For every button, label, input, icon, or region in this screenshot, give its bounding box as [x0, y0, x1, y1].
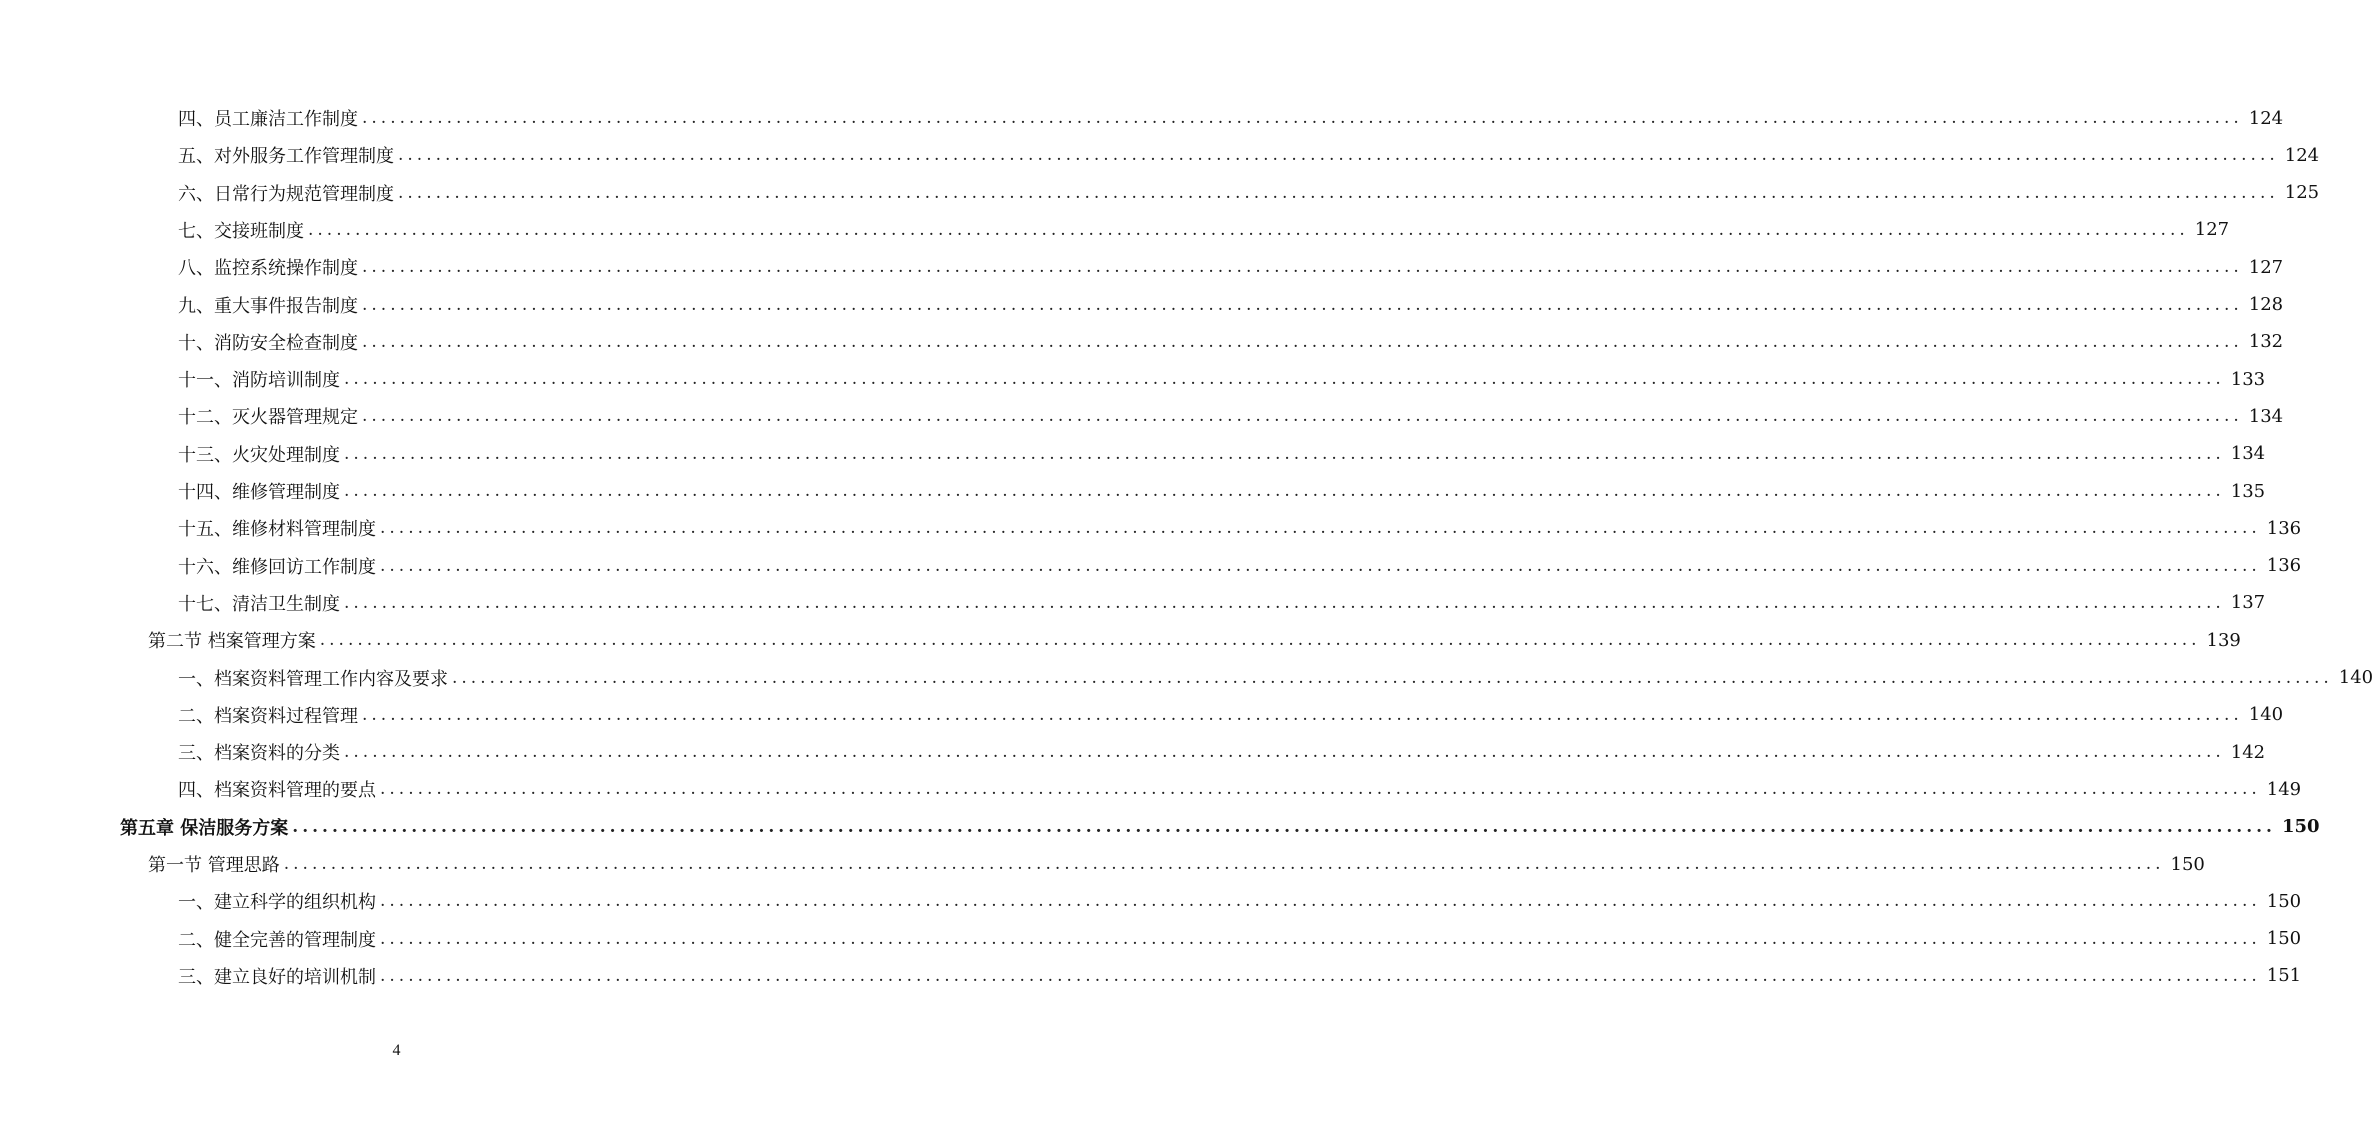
- toc-entry-title: 第二节 档案管理方案: [148, 631, 316, 653]
- toc-entry-title: 十七、清洁卫生制度: [178, 593, 340, 615]
- toc-entry-title: 四、员工廉洁工作制度: [178, 109, 358, 130]
- toc-entry-title: 第五章 保洁服务方案: [120, 817, 289, 839]
- toc-entry-page: 128: [2248, 294, 2284, 315]
- toc-entry[interactable]: [178, 774, 2302, 804]
- toc-entry[interactable]: [178, 364, 2266, 394]
- toc-dot-leader: ........................................................................................................................................................................................................: [344, 481, 2225, 501]
- toc-entry-title: 三、档案资料的分类: [178, 743, 340, 765]
- toc-dot-leader: ........................................................................................................................................................................................................: [380, 518, 2261, 539]
- toc-dot-leader: ........................................................................................................................................................................................................: [362, 108, 2243, 128]
- toc-entry-page: 136: [2266, 555, 2302, 577]
- toc-entry[interactable]: [178, 178, 2320, 208]
- toc-dot-leader: ........................................................................................................................................................................................................: [319, 630, 2201, 651]
- toc-dot-leader: ........................................................................................................................................................................................................: [380, 779, 2261, 800]
- toc-entry[interactable]: [178, 961, 2302, 991]
- toc-entry-page: 133: [2230, 368, 2266, 390]
- toc-entry-title: 二、档案资料过程管理: [178, 705, 358, 727]
- toc-entry-title: 六、日常行为规范管理制度: [178, 183, 394, 205]
- toc-entry-page: 150: [2170, 853, 2205, 875]
- toc-entry-title: 十一、消防培训制度: [178, 370, 340, 392]
- page-number: 4: [392, 1042, 401, 1059]
- toc-entry[interactable]: [178, 700, 2284, 730]
- toc-entry[interactable]: [178, 476, 2266, 506]
- toc-entry[interactable]: [178, 103, 2284, 133]
- toc-entry-page: 150: [2266, 928, 2302, 950]
- toc-entry-title: 十四、维修管理制度: [178, 482, 340, 503]
- toc-entry-page: 139: [2206, 629, 2241, 651]
- toc-entry-page: 140: [2248, 704, 2284, 726]
- toc-dot-leader: ........................................................................................................................................................................................................: [344, 443, 2225, 464]
- toc-entry[interactable]: [178, 924, 2302, 954]
- toc-dot-leader: ........................................................................................................................................................................................................: [292, 816, 2276, 837]
- toc-entry-title: 四、档案资料管理的要点: [178, 780, 376, 802]
- toc-dot-leader: ........................................................................................................................................................................................................: [362, 704, 2243, 725]
- toc-entry[interactable]: [148, 625, 2241, 655]
- toc-entry-title: 八、监控系统操作制度: [178, 258, 358, 280]
- toc-entry-page: 134: [2248, 405, 2284, 427]
- toc-entry-title: 三、建立良好的培训机制: [178, 966, 376, 988]
- toc-entry[interactable]: [178, 513, 2302, 543]
- toc-entry-page: 136: [2266, 517, 2302, 539]
- toc-entry[interactable]: [148, 849, 2205, 879]
- toc-entry[interactable]: [178, 439, 2266, 469]
- toc-entry-title: 十五、维修材料管理制度: [178, 519, 376, 541]
- toc-dot-leader: ........................................................................................................................................................................................................: [362, 406, 2243, 427]
- toc-dot-leader: ........................................................................................................................................................................................................: [380, 965, 2261, 986]
- toc-entry-title: 十二、灭火器管理规定: [178, 407, 358, 429]
- toc-entry-title: 一、建立科学的组织机构: [178, 892, 376, 914]
- toc-entry-title: 第一节 管理思路: [148, 855, 280, 876]
- toc-dot-leader: ........................................................................................................................................................................................................: [380, 928, 2261, 949]
- toc-entry-page: 134: [2230, 443, 2266, 465]
- toc-entry[interactable]: [178, 588, 2266, 618]
- toc-entry[interactable]: [178, 886, 2302, 916]
- toc-entry-page: 140: [2338, 667, 2373, 688]
- toc-entry-title: 九、重大事件报告制度: [178, 295, 358, 317]
- toc-entry-title: 十三、火灾处理制度: [178, 444, 340, 466]
- toc-dot-leader: ........................................................................................................................................................................................................: [380, 555, 2261, 576]
- toc-entry-title: 七、交接班制度: [178, 220, 304, 242]
- toc-entry-page: 135: [2230, 480, 2266, 502]
- toc-entry-page: 150: [2266, 890, 2302, 912]
- toc-dot-leader: ........................................................................................................................................................................................................: [398, 145, 2279, 166]
- toc-entry[interactable]: [178, 215, 2230, 245]
- toc-dot-leader: ........................................................................................................................................................................................................: [362, 294, 2243, 315]
- toc-dot-leader: ........................................................................................................................................................................................................: [344, 592, 2225, 613]
- toc-entry[interactable]: [178, 252, 2284, 282]
- toc-dot-leader: ........................................................................................................................................................................................................: [380, 891, 2261, 912]
- toc-dot-leader: ........................................................................................................................................................................................................: [362, 331, 2243, 352]
- toc-entry-page: 149: [2266, 778, 2302, 800]
- toc-entry-page: 132: [2248, 331, 2284, 353]
- toc-dot-leader: ........................................................................................................................................................................................................: [452, 667, 2333, 688]
- toc-dot-leader: ........................................................................................................................................................................................................: [344, 742, 2225, 763]
- toc-entry-title: 十、消防安全检查制度: [178, 332, 358, 354]
- toc-entry-page: 125: [2284, 182, 2320, 204]
- toc-entry-page: 127: [2194, 219, 2230, 241]
- toc-entry-page: 124: [2248, 107, 2284, 129]
- toc-entry-page: 127: [2248, 256, 2284, 278]
- toc-entry-title: 二、健全完善的管理制度: [178, 929, 376, 951]
- toc-dot-leader: ........................................................................................................................................................................................................: [344, 369, 2225, 390]
- toc-entry-page: 151: [2266, 965, 2302, 987]
- toc-entry[interactable]: [178, 663, 2373, 693]
- toc-entry[interactable]: [178, 737, 2266, 767]
- toc-dot-leader: ........................................................................................................................................................................................................: [308, 219, 2189, 240]
- toc-dot-leader: ........................................................................................................................................................................................................: [362, 257, 2243, 278]
- toc-entry-title: 一、档案资料管理工作内容及要求: [178, 668, 448, 690]
- toc-entry[interactable]: [178, 290, 2284, 320]
- toc-entry-title: 十六、维修回访工作制度: [178, 556, 376, 578]
- toc-entry-page: 124: [2284, 144, 2320, 166]
- toc-entry-title: 五、对外服务工作管理制度: [178, 146, 394, 168]
- toc-entry[interactable]: [178, 140, 2320, 170]
- toc-entry[interactable]: [178, 401, 2284, 431]
- toc-dot-leader: ........................................................................................................................................................................................................: [283, 854, 2165, 874]
- toc-entry-page: 150: [2281, 816, 2320, 838]
- toc-entry[interactable]: [178, 327, 2284, 357]
- toc-dot-leader: ........................................................................................................................................................................................................: [398, 182, 2279, 203]
- toc-entry[interactable]: [120, 812, 2320, 842]
- toc-entry[interactable]: [178, 551, 2302, 581]
- toc-entry-page: 137: [2230, 592, 2266, 614]
- toc-entry-page: 142: [2230, 741, 2266, 763]
